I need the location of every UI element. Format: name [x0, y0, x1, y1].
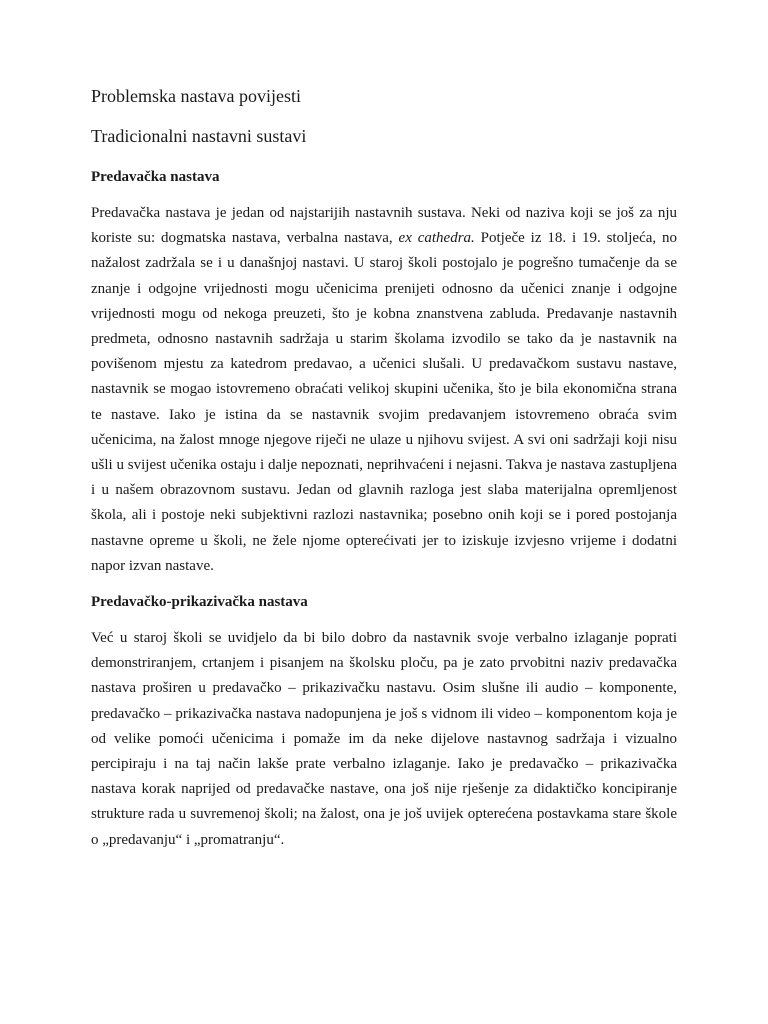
section-heading-predavacko-prikazivacka: Predavačko-prikazivačka nastava [91, 594, 308, 611]
paragraph-text-part: Potječe iz 18. i 19. stoljeća, no nažalost zadržala se i u današnjoj nastavi. U staroj školi postojalo je pogrešno tumačenje da se znanje i odgojne vrijednosti mogu učenicima prenijeti odnosno da učenici znanje i odgojne vrijednosti mogu od nekoga preuzeti, što je kobna znanstvena zabluda. Predavanje nastavnih predmeta, odnosno nastavnih sadržaja u starim školama izvodilo se tako da je nastavnik na povišenom mjestu za katedrom predavao, a učenici slušali. U predavačkom sustavu nastave, nastavnik se mogao istovremeno obraćati velikoj skupini učenika, što je bila ekonomična strana te nastave. Iako je istina da se nastavnik svojim predavanjem istovremeno obraća svim učenicima, na žalost mnoge njegove riječi ne ulaze u njihovu svijest. A svi oni sadržaji koji nisu ušli u svijest učenika ostaju i dalje nepoznati, neprihvaćeni i nejasni. Takva je nastava zastupljena i u našem obrazovnom sustavu. Jedan od glavnih razloga jest slaba materijalna opremljenost škola, ali i postoje neki subjektivni razlozi nastavnika; posebno onih koji se i pored postojanja nastavne opreme u školi, ne žele njome opterećivati jer to iziskuje izvjesno vrijeme i dodatni napor izvan nastave. [91, 230, 677, 574]
document-subtitle: Tradicionalni nastavni sustavi [91, 126, 307, 146]
italic-term: ex cathedra. [398, 230, 475, 247]
paragraph-predavacka [91, 201, 677, 579]
paragraph-predavacko-prikazivacka: Već u staroj školi se uvidjelo da bi bilo dobro da nastavnik svoje verbalno izlaganje poprati demonstriranjem, crtanjem i pisanjem na školsku ploču, pa je zato prvobitni naziv predavačka nastava proširen u predavačko – prikazivačku nastavu. Osim slušne ili audio – komponente, predavačko – prikazivačka nastava nadopunjena je još s vidnom ili video – komponentom koja je od velike pomoći učenicima i pomaže im da neke dijelove nastavnog sadržaja i vizualno percipiraju i na taj način lakše prate verbalno izlaganje. Iako je predavačko – prikazivačka nastava korak naprijed od predavačke nastave, ona još nije rješenje za didaktičko koncipiranje strukture rada u suvremenoj školi; na žalost, ona je još uvijek opterećena postavkama stare škole o „predavanju“ i „promatranju“. [91, 630, 677, 848]
paragraph-text-part: Predavačka nastava je jedan od najstarijih nastavnih sustava. Neki od naziva koji se još za nju koriste su: dogmatska nastava, verbalna nastava, [91, 205, 677, 247]
section-heading-predavacka: Predavačka nastava [91, 169, 220, 185]
document-page [91, 84, 677, 853]
document-title: Problemska nastava povijesti [91, 86, 301, 106]
